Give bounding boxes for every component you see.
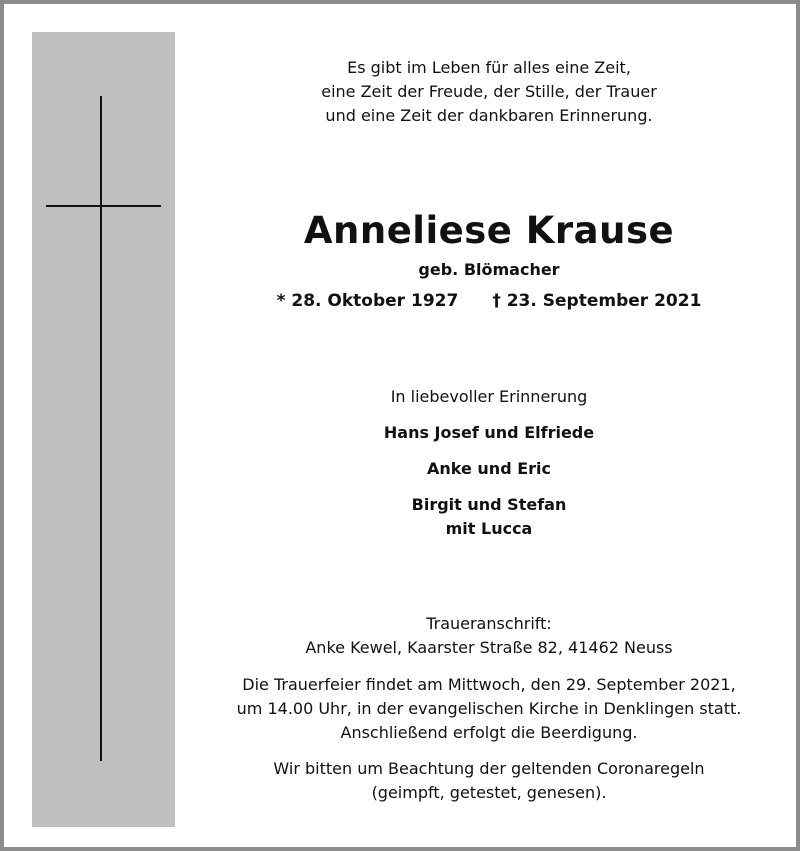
address-label: Traueranschrift:: [426, 614, 552, 633]
ceremony-info: [204, 673, 774, 745]
mourner-family: Anke und Eric: [427, 459, 551, 478]
poem-line: und eine Zeit der dankbaren Erinnerung.: [325, 106, 653, 125]
mourner-family: Hans Josef und Elfriede: [383, 423, 595, 442]
side-bar: [32, 32, 175, 827]
poem: [204, 56, 774, 128]
mourner-family-line: mit Lucca: [445, 519, 533, 538]
notice-line: (geimpft, getestet, genesen).: [371, 783, 607, 802]
maiden-name: geb. Blömacher: [418, 260, 560, 279]
poem-line: eine Zeit der Freude, der Stille, der Trauer: [321, 82, 657, 101]
mourner-family: [204, 493, 774, 541]
cross-icon-bar: [46, 205, 161, 207]
ceremony-line: Die Trauerfeier findet am Mittwoch, den 29. September 2021,: [242, 675, 736, 694]
poem-line: Es gibt im Leben für alles eine Zeit,: [347, 58, 631, 77]
life-dates: [204, 289, 774, 313]
address-value: Anke Kewel, Kaarster Straße 82, 41462 Neuss: [305, 638, 673, 657]
ceremony-line: Anschließend erfolgt die Beerdigung.: [340, 723, 638, 742]
birth-date: * 28. Oktober 1927: [276, 291, 459, 311]
mourning-address: [204, 612, 774, 660]
notice-line: Wir bitten um Beachtung der geltenden Coronaregeln: [273, 759, 705, 778]
ceremony-line: um 14.00 Uhr, in der evangelischen Kirche in Denklingen statt.: [236, 699, 742, 718]
mourner-family-line: Birgit und Stefan: [411, 495, 567, 514]
deceased-name: Anneliese Krause: [303, 209, 675, 252]
cross-icon: [100, 96, 102, 761]
corona-notice: [204, 757, 774, 805]
death-date: † 23. September 2021: [492, 291, 702, 311]
memory-intro: In liebevoller Erinnerung: [390, 387, 588, 406]
